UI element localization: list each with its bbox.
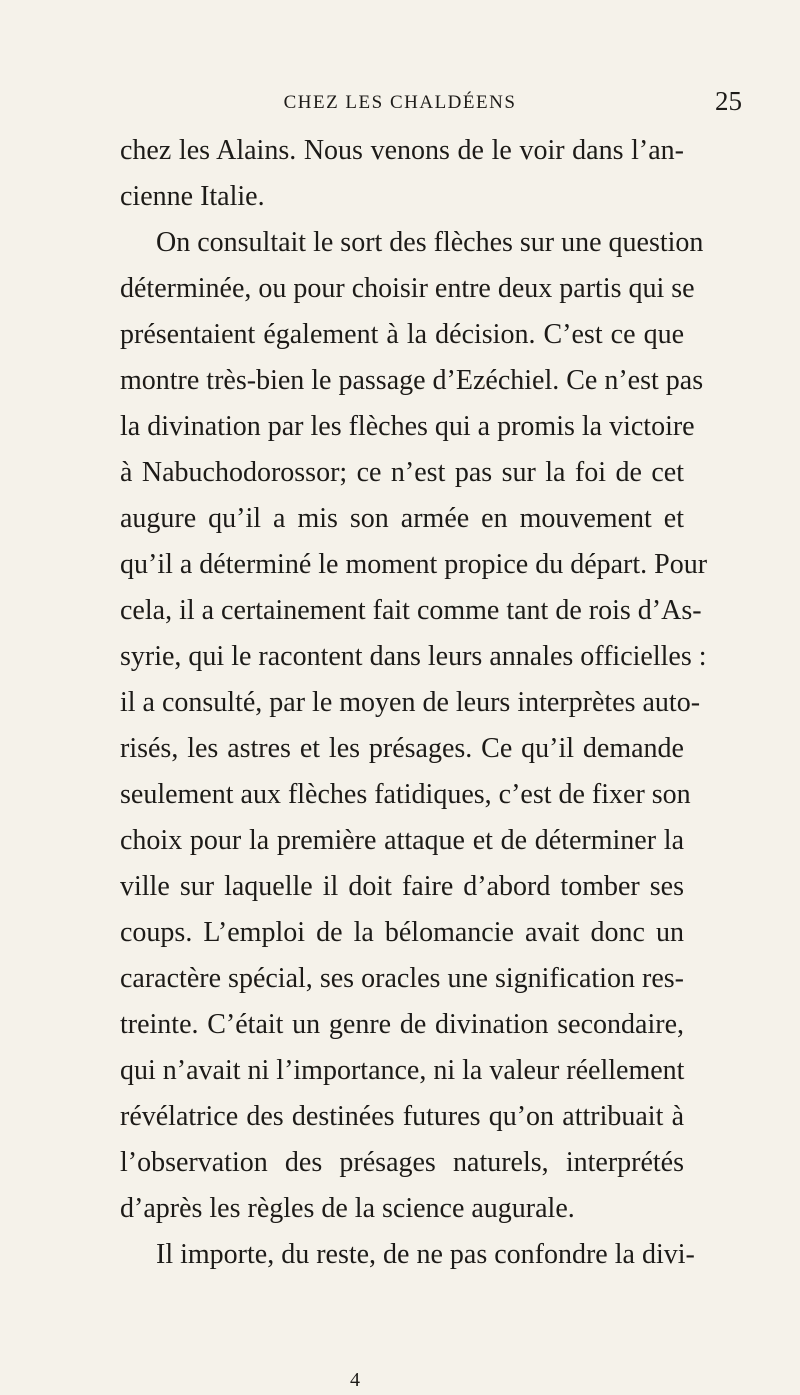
text-line: l’observation des présages naturels, interprétés: [120, 1147, 684, 1178]
body-text: [120, 128, 708, 1278]
text-line: treinte. C’était un genre de divination secondaire,: [120, 1009, 684, 1040]
text-line: augure qu’il a mis son armée en mouvement et: [120, 503, 684, 534]
text-line: déterminée, ou pour choisir entre deux partis qui se: [120, 273, 695, 304]
text-line: Il importe, du reste, de ne pas confondre la divi-: [156, 1239, 695, 1270]
text-line: d’après les règles de la science augurale.: [120, 1193, 575, 1224]
text-line: montre très-bien le passage d’Ezéchiel. Ce n’est pas: [120, 365, 704, 396]
text-line: à Nabuchodorossor; ce n’est pas sur la foi de cet: [120, 457, 684, 488]
page-number: 25: [715, 86, 742, 116]
text-line: coups. L’emploi de la bélomancie avait donc un: [120, 917, 684, 948]
running-head: [120, 86, 742, 118]
text-line: révélatrice des destinées futures qu’on attribuait à: [120, 1101, 684, 1132]
text-line: risés, les astres et les présages. Ce qu’il demande: [120, 733, 684, 764]
signature-number: 4: [350, 1369, 360, 1391]
text-line: seulement aux flèches fatidiques, c’est de fixer son: [120, 779, 691, 810]
text-line: caractère spécial, ses oracles une signification res-: [120, 963, 684, 994]
text-line: qu’il a déterminé le moment propice du départ. Pour: [120, 549, 708, 580]
running-title: CHEZ LES CHALDÉENS: [283, 92, 517, 113]
text-line: la divination par les flèches qui a promis la victoire: [120, 411, 695, 442]
text-line: présentaient également à la décision. C’est ce que: [120, 319, 684, 350]
text-line: choix pour la première attaque et de déterminer la: [120, 825, 684, 856]
text-line: syrie, qui le racontent dans leurs annales officielles :: [120, 641, 707, 672]
signature-mark: [0, 1368, 800, 1392]
text-line: chez les Alains. Nous venons de le voir dans l’an-: [120, 135, 684, 166]
text-line: qui n’avait ni l’importance, ni la valeur réellement: [120, 1055, 685, 1086]
text-line: cienne Italie.: [120, 181, 265, 212]
text-line: ville sur laquelle il doit faire d’abord tomber ses: [120, 871, 684, 902]
text-line: cela, il a certainement fait comme tant de rois d’As-: [120, 595, 702, 626]
text-line: il a consulté, par le moyen de leurs interprètes auto-: [120, 687, 701, 718]
text-line: On consultait le sort des flèches sur une question: [156, 227, 704, 258]
